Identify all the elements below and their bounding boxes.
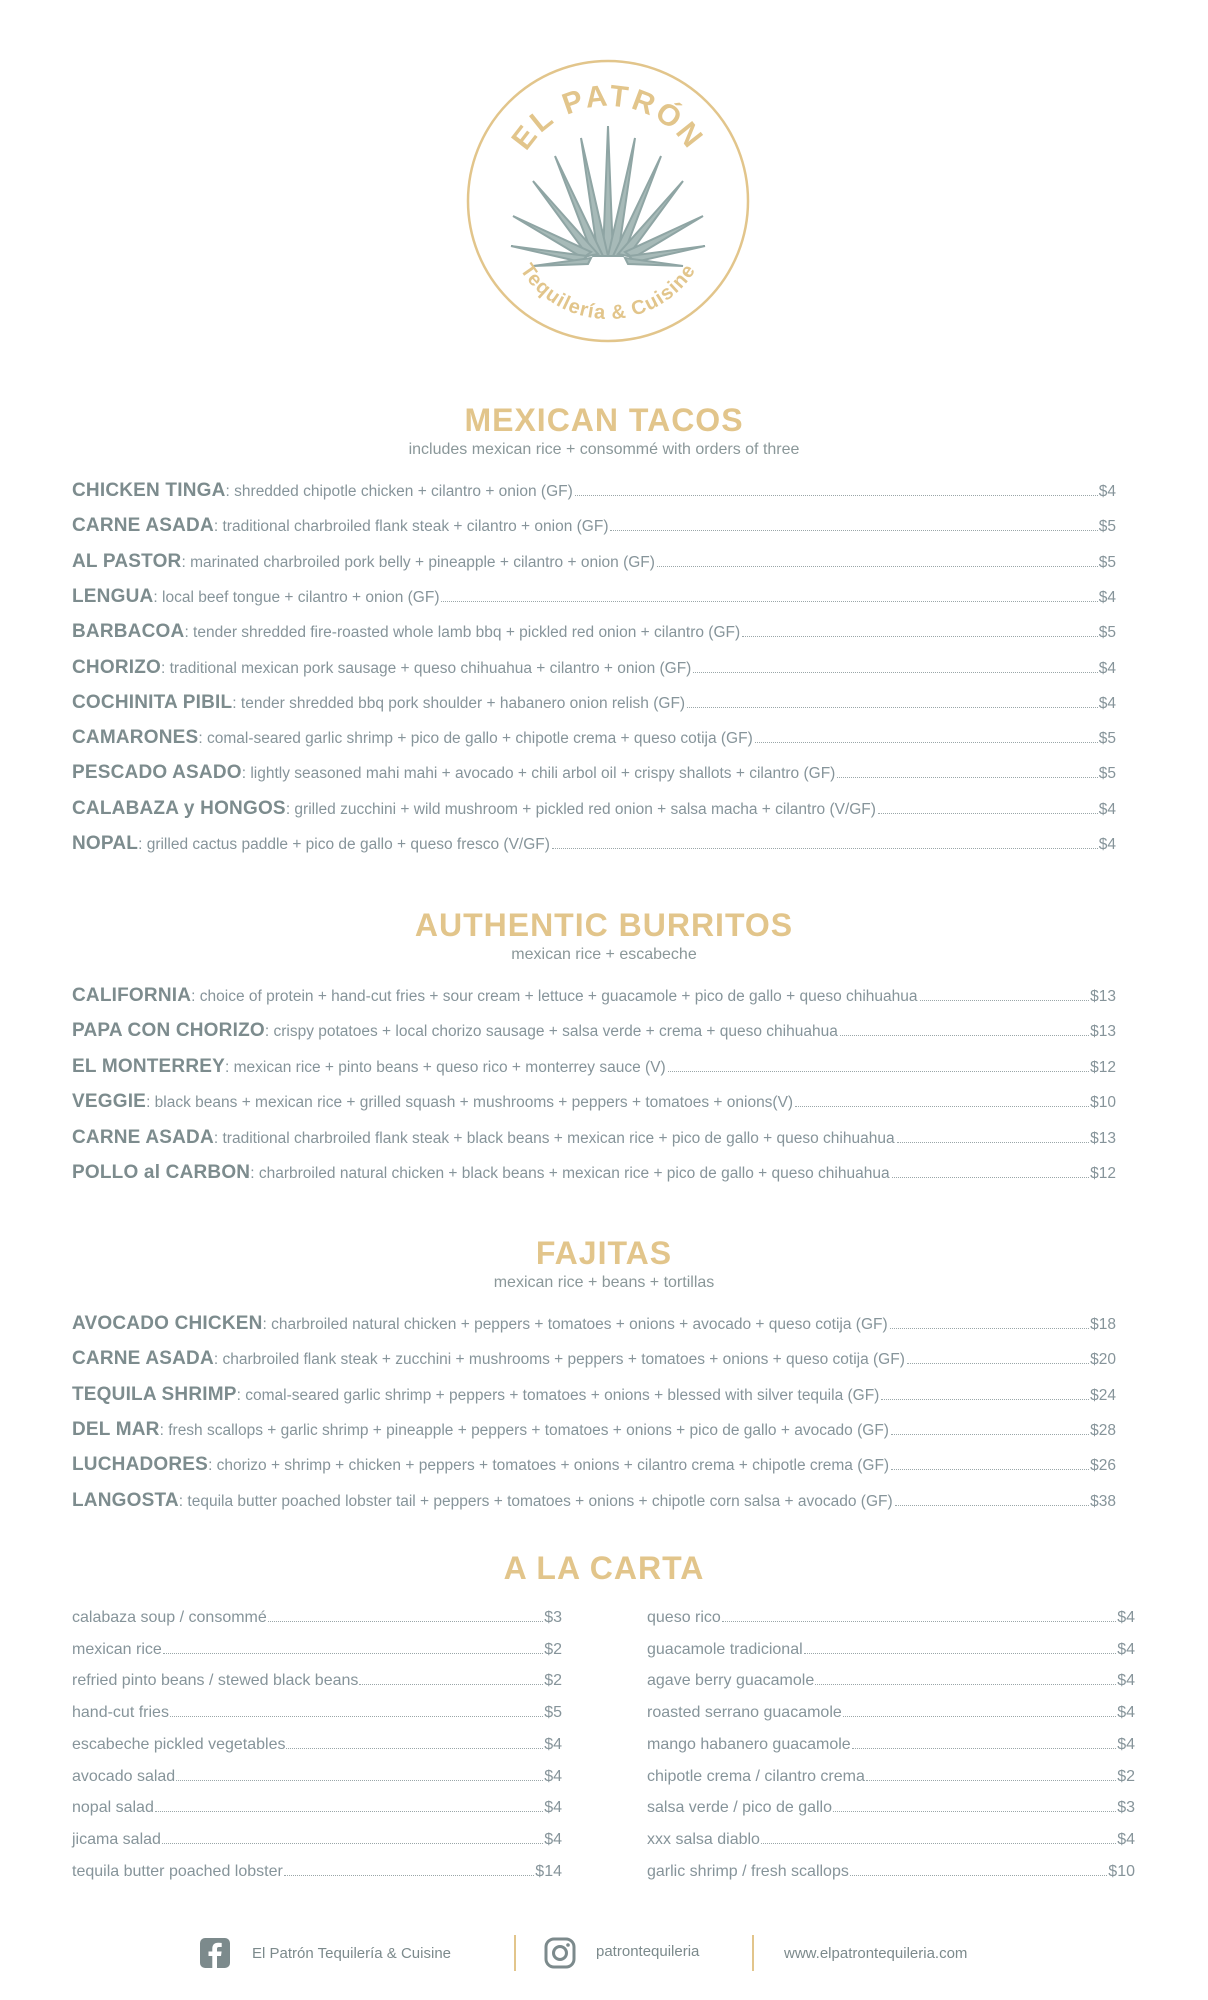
- menu-item: [72, 1419, 1116, 1449]
- section-subtitle: includes mexican rice + consommé with orders of three: [408, 441, 800, 458]
- carta-item-price: $4: [1117, 1640, 1135, 1658]
- dot-leader: [891, 1434, 1089, 1435]
- carta-item-price: $4: [1117, 1609, 1135, 1626]
- carta-item-name: calabaza soup / consommé: [72, 1609, 267, 1626]
- item-description: : comal-seared garlic shrimp + pico de gallo + chipotle crema + queso cotija (GF): [198, 730, 753, 748]
- menu-item: [72, 1454, 1116, 1484]
- item-price: $4: [1098, 659, 1116, 677]
- item-description: : grilled zucchini + wild mushroom + pickled red onion + salsa macha + cilantro (V/GF): [285, 800, 876, 818]
- dot-leader: [755, 742, 1098, 743]
- menu-item: [72, 1020, 1116, 1050]
- carta-item-name: chipotle crema / cilantro crema: [647, 1767, 865, 1785]
- instagram-link[interactable]: patrontequileria: [596, 1943, 700, 1960]
- carta-item-price: $2: [544, 1640, 562, 1658]
- dot-leader: [891, 1469, 1089, 1470]
- item-name: CARNE ASADA: [72, 515, 214, 537]
- dot-leader: [657, 566, 1098, 567]
- carta-item: [72, 1768, 562, 1796]
- dot-leader: [284, 1875, 534, 1876]
- instagram-icon[interactable]: [544, 1937, 576, 1969]
- item-name: AL PASTOR: [72, 550, 182, 572]
- item-name: LANGOSTA: [72, 1489, 179, 1511]
- dot-leader: [286, 1748, 543, 1749]
- carta-item-name: agave berry guacamole: [647, 1672, 815, 1690]
- section-title: FAJITAS: [535, 1235, 673, 1271]
- item-description: : choice of protein + hand-cut fries + sour cream + lettuce + guacamole + pico de gallo + queso chihuahua: [191, 988, 918, 1005]
- carta-item: [72, 1641, 562, 1669]
- item-price: $26: [1090, 1457, 1116, 1475]
- dot-leader: [833, 1811, 1116, 1812]
- section-fajitas: [0, 1233, 1208, 1511]
- carta-item-price: $4: [1117, 1704, 1135, 1722]
- item-name: PESCADO ASADO: [72, 762, 242, 784]
- dot-leader: [170, 1716, 543, 1717]
- carta-item: [72, 1609, 562, 1637]
- item-description: : local beef tongue + cilantro + onion (GF): [153, 588, 440, 606]
- logo-tagline: Tequilería & Cuisine: [515, 259, 701, 325]
- item-description: : grilled cactus paddle + pico de gallo + queso fresco (V/GF): [138, 836, 550, 853]
- dot-leader: [687, 707, 1098, 708]
- carta-item-price: $4: [1117, 1672, 1135, 1690]
- website-link[interactable]: www.elpatrontequileria.com: [784, 1945, 968, 1962]
- dot-leader: [722, 1621, 1116, 1622]
- item-description: : tender shredded fire-roasted whole lamb bbq + pickled red onion + cilantro (GF): [184, 624, 741, 642]
- item-description: : charbroiled natural chicken + peppers + tomatoes + onions + avocado + queso cotija (GF): [262, 1316, 888, 1333]
- item-description: : traditional charbroiled flank steak + black beans + mexican rice + pico de gallo + queso chihuahua: [213, 1129, 895, 1147]
- carta-item-price: $3: [1117, 1799, 1135, 1817]
- dot-leader: [359, 1684, 543, 1685]
- item-price: $10: [1090, 1094, 1116, 1112]
- footer-divider: [514, 1935, 516, 1971]
- dot-leader: [162, 1843, 543, 1844]
- carta-item-price: $4: [1117, 1830, 1135, 1848]
- carta-item: [647, 1609, 1135, 1637]
- carta-item-name: queso rico: [647, 1609, 721, 1626]
- item-name: VEGGIE: [72, 1091, 147, 1113]
- menu-item: [72, 692, 1116, 722]
- carta-item-name: refried pinto beans / stewed black beans: [72, 1672, 359, 1690]
- carta-item: [647, 1736, 1135, 1764]
- carta-item-name: nopal salad: [72, 1799, 154, 1817]
- item-name: NOPAL: [72, 833, 139, 854]
- carta-item-name: mexican rice: [72, 1640, 162, 1658]
- carta-item-price: $4: [544, 1830, 562, 1848]
- dot-leader: [920, 1000, 1090, 1001]
- carta-item-name: escabeche pickled vegetables: [72, 1735, 286, 1753]
- item-name: LUCHADORES: [72, 1454, 209, 1476]
- svg-text:Tequilería & Cuisine: [516, 260, 701, 324]
- item-price: $5: [1098, 730, 1116, 748]
- carta-item-name: jicama salad: [72, 1830, 161, 1848]
- item-price: $28: [1090, 1421, 1116, 1439]
- dot-leader: [693, 672, 1097, 673]
- dot-leader: [163, 1653, 543, 1654]
- item-description: : shredded chipotle chicken + cilantro + onion (GF): [225, 483, 573, 500]
- carta-item-name: guacamole tradicional: [647, 1640, 803, 1658]
- item-description: : charbroiled flank steak + zucchini + mushrooms + peppers + tomatoes + onions + queso cotija (GF): [213, 1351, 905, 1369]
- item-price: $12: [1090, 1165, 1116, 1182]
- item-description: : tender shredded bbq pork shoulder + habanero onion relish (GF): [232, 694, 686, 712]
- dot-leader: [878, 813, 1098, 814]
- dot-leader: [843, 1716, 1116, 1717]
- dot-leader: [804, 1653, 1117, 1654]
- carta-item: [647, 1641, 1135, 1669]
- item-price: $5: [1098, 624, 1116, 642]
- dot-leader: [552, 848, 1098, 849]
- carta-item-price: $2: [1117, 1767, 1135, 1785]
- menu-item: [72, 833, 1116, 863]
- item-name: AVOCADO CHICKEN: [72, 1313, 263, 1334]
- item-price: $4: [1098, 483, 1116, 500]
- menu-item: [72, 515, 1116, 545]
- menu-item: [72, 1056, 1116, 1086]
- item-price: $4: [1098, 694, 1116, 712]
- carta-item: [647, 1799, 1135, 1827]
- item-description: : marinated charbroiled pork belly + pineapple + cilantro + onion (GF): [181, 553, 655, 571]
- carta-item-name: tequila butter poached lobster: [72, 1862, 283, 1880]
- section-carta: [0, 1548, 1208, 1588]
- menu-item: [72, 985, 1116, 1015]
- item-price: $5: [1098, 518, 1116, 536]
- dot-leader: [441, 601, 1097, 602]
- dot-leader: [881, 1399, 1089, 1400]
- carta-item: [72, 1704, 562, 1732]
- dot-leader: [176, 1780, 543, 1781]
- item-price: $4: [1098, 800, 1116, 818]
- item-price: $13: [1090, 988, 1116, 1005]
- facebook-link[interactable]: El Patrón Tequilería & Cuisine: [252, 1945, 451, 1962]
- item-description: : chorizo + shrimp + chicken + peppers + tomatoes + onions + cilantro crema + chipotle crema (GF): [208, 1457, 890, 1475]
- menu-item: [72, 586, 1116, 616]
- item-description: : fresh scallops + garlic shrimp + pineapple + peppers + tomatoes + onions + pico de gallo + avocado (GF): [159, 1421, 889, 1439]
- item-name: BARBACOA: [72, 621, 185, 643]
- item-description: : lightly seasoned mahi mahi + avocado + chili arbol oil + crispy shallots + cilantro (GF): [241, 765, 836, 783]
- menu-item: [72, 551, 1116, 581]
- carta-item: [647, 1831, 1135, 1859]
- item-name: CALABAZA y HONGOS: [72, 797, 286, 819]
- section-tacos: [0, 400, 1208, 854]
- item-name: PAPA CON CHORIZO: [72, 1020, 265, 1042]
- dot-leader: [668, 1071, 1089, 1072]
- item-price: $4: [1098, 836, 1116, 853]
- dot-leader: [890, 1328, 1089, 1329]
- menu-item: [72, 657, 1116, 687]
- item-price: $20: [1090, 1351, 1116, 1369]
- menu-item: [72, 1490, 1116, 1520]
- item-description: : comal-seared garlic shrimp + peppers + tomatoes + onions + blessed with silver tequila (GF): [236, 1386, 880, 1404]
- dot-leader: [795, 1106, 1089, 1107]
- item-name: COCHINITA PIBIL: [72, 691, 233, 713]
- section-title: AUTHENTIC BURRITOS: [414, 907, 794, 943]
- carta-item-price: $14: [535, 1862, 562, 1880]
- menu-item: [72, 480, 1116, 510]
- item-name: TEQUILA SHRIMP: [72, 1383, 237, 1405]
- section-burritos: [0, 905, 1208, 1183]
- dot-leader: [866, 1780, 1116, 1781]
- dot-leader: [895, 1505, 1089, 1506]
- footer: [0, 1935, 1208, 1975]
- item-description: : crispy potatoes + local chorizo sausage + salsa verde + crema + queso chihuahua: [264, 1023, 838, 1041]
- item-name: CHICKEN TINGA: [72, 480, 226, 501]
- footer-divider: [752, 1935, 754, 1971]
- section-subtitle: mexican rice + escabeche: [511, 946, 697, 963]
- dot-leader: [815, 1684, 1116, 1685]
- carta-item-price: $2: [544, 1672, 562, 1690]
- item-price: $12: [1090, 1058, 1116, 1076]
- menu-item: [72, 762, 1116, 792]
- carta-item-name: salsa verde / pico de gallo: [647, 1799, 832, 1817]
- dot-leader: [742, 636, 1098, 637]
- menu-item: [72, 798, 1116, 828]
- carta-item: [647, 1768, 1135, 1796]
- item-price: $5: [1098, 553, 1116, 571]
- carta-item-price: $4: [544, 1767, 562, 1785]
- menu-item: [72, 727, 1116, 757]
- facebook-icon[interactable]: [200, 1938, 230, 1968]
- item-description: : tequila butter poached lobster tail + peppers + tomatoes + onions + chipotle corn salsa + avocado (GF): [178, 1492, 893, 1510]
- item-name: CALIFORNIA: [72, 985, 192, 1006]
- item-price: $24: [1090, 1386, 1116, 1404]
- item-name: CAMARONES: [72, 727, 199, 749]
- carta-item: [72, 1863, 562, 1891]
- item-name: EL MONTERREY: [72, 1055, 226, 1077]
- carta-item-name: xxx salsa diablo: [647, 1830, 760, 1848]
- menu-item: [72, 1162, 1116, 1192]
- menu-item: [72, 1313, 1116, 1343]
- carta-item: [647, 1704, 1135, 1732]
- item-price: $5: [1098, 765, 1116, 783]
- section-title: A LA CARTA: [503, 1550, 705, 1586]
- carta-item-name: garlic shrimp / fresh scallops: [647, 1862, 849, 1880]
- carta-item-price: $4: [1117, 1735, 1135, 1753]
- item-name: DEL MAR: [72, 1418, 160, 1440]
- carta-item-price: $10: [1108, 1862, 1135, 1880]
- dot-leader: [610, 530, 1097, 531]
- item-price: $13: [1090, 1129, 1116, 1147]
- carta-item-name: hand-cut fries: [72, 1704, 169, 1722]
- item-price: $4: [1098, 588, 1116, 606]
- item-name: POLLO al CARBON: [72, 1162, 251, 1183]
- carta-item-price: $3: [544, 1609, 562, 1626]
- menu-item: [72, 1348, 1116, 1378]
- item-description: : traditional charbroiled flank steak + cilantro + onion (GF): [213, 518, 609, 536]
- item-name: CARNE ASADA: [72, 1126, 214, 1148]
- item-price: $18: [1090, 1316, 1116, 1333]
- item-description: : charbroiled natural chicken + black beans + mexican rice + pico de gallo + queso chihuahua: [250, 1165, 890, 1182]
- carta-item-price: $4: [544, 1735, 562, 1753]
- item-name: CHORIZO: [72, 656, 162, 678]
- menu-item: [72, 1091, 1116, 1121]
- dot-leader: [907, 1363, 1089, 1364]
- menu-item: [72, 1384, 1116, 1414]
- carta-item: [72, 1799, 562, 1827]
- carta-item: [647, 1863, 1135, 1891]
- carta-item: [72, 1736, 562, 1764]
- dot-leader: [837, 777, 1097, 778]
- item-name: CARNE ASADA: [72, 1348, 214, 1370]
- carta-item-price: $4: [544, 1799, 562, 1817]
- item-price: $13: [1090, 1023, 1116, 1041]
- dot-leader: [852, 1748, 1117, 1749]
- dot-leader: [155, 1811, 543, 1812]
- dot-leader: [575, 495, 1098, 496]
- dot-leader: [892, 1177, 1090, 1178]
- section-title: MEXICAN TACOS: [464, 402, 744, 438]
- logo-brand: EL PATRÓN: [505, 79, 711, 157]
- dot-leader: [761, 1843, 1116, 1844]
- carta-item: [647, 1672, 1135, 1700]
- dot-leader: [268, 1621, 543, 1622]
- item-description: : mexican rice + pinto beans + queso rico + monterrey sauce (V): [225, 1058, 666, 1076]
- carta-item-name: roasted serrano guacamole: [647, 1704, 842, 1722]
- section-subtitle: mexican rice + beans + tortillas: [493, 1274, 715, 1291]
- carta-item-name: avocado salad: [72, 1767, 176, 1785]
- carta-item-name: mango habanero guacamole: [647, 1735, 851, 1753]
- dot-leader: [897, 1142, 1090, 1143]
- item-price: $38: [1090, 1492, 1116, 1510]
- dot-leader: [840, 1035, 1089, 1036]
- dot-leader: [850, 1875, 1107, 1876]
- agave-plant-icon: [511, 126, 705, 266]
- menu-item: [72, 1127, 1116, 1157]
- menu-item: [72, 621, 1116, 651]
- carta-item-price: $5: [544, 1704, 562, 1722]
- carta-item: [72, 1831, 562, 1859]
- item-description: : traditional mexican pork sausage + queso chihuahua + cilantro + onion (GF): [161, 659, 692, 677]
- carta-item: [72, 1672, 562, 1700]
- logo-emblem: [463, 56, 753, 346]
- item-description: : black beans + mexican rice + grilled squash + mushrooms + peppers + tomatoes + onions(V): [146, 1094, 794, 1112]
- restaurant-logo: [463, 56, 753, 346]
- item-name: LENGUA: [72, 585, 154, 607]
